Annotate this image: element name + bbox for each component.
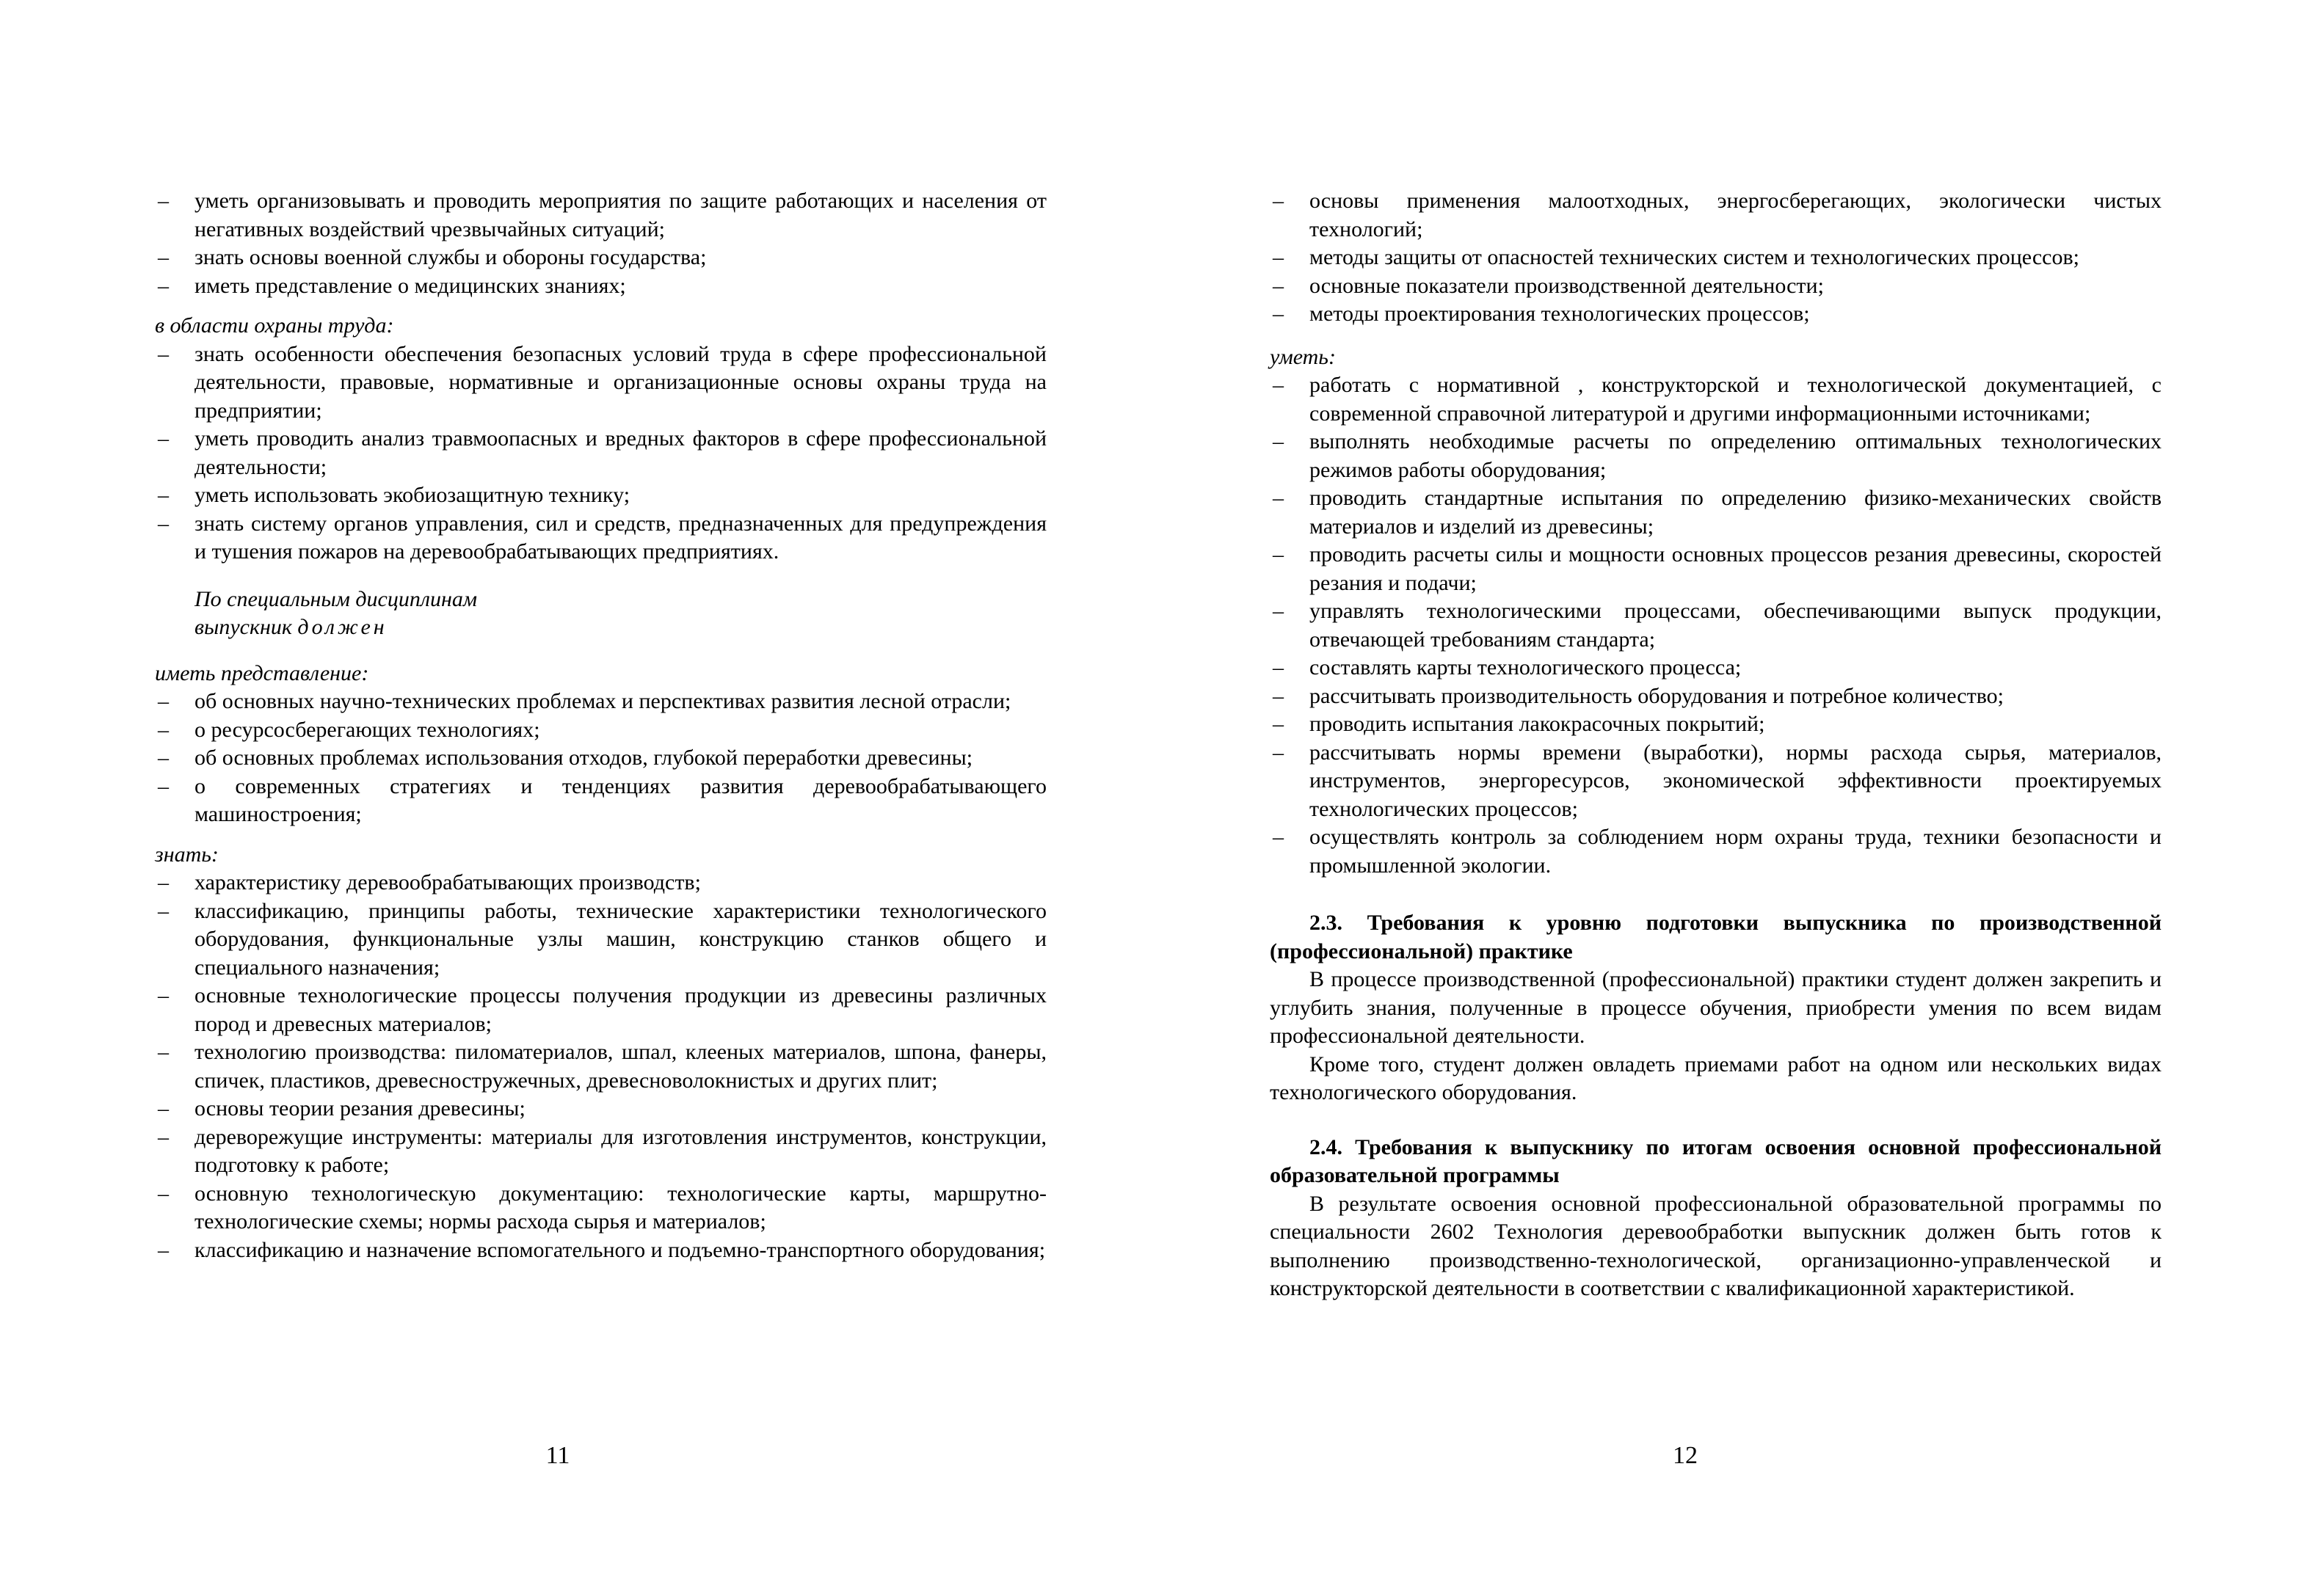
list-item: – о современных стратегиях и тенденциях развития деревообрабатывающего машиностроения; — [155, 773, 1047, 829]
list-item: – знать систему органов управления, сил и средств, предназначенных для предупреждения и тушения пожаров на деревообрабатывающих предприятиях. — [155, 510, 1047, 566]
list-item: – характеристику деревообрабатывающих производств; — [155, 869, 1047, 897]
list-item: – проводить испытания лакокрасочных покрытий; — [1270, 710, 2162, 739]
list-item: – методы защиты от опасностей технических систем и технологических процессов; — [1270, 244, 2162, 272]
section-label-able: уметь: — [1270, 344, 1336, 369]
list-item: – классификацию и назначение вспомогательного и подъемно-транспортного оборудования; — [155, 1236, 1047, 1265]
able-list — [1270, 371, 2162, 880]
labor-list — [155, 340, 1047, 566]
list-item: – об основных проблемах использования отходов, глубокой переработки древесины; — [155, 744, 1047, 773]
section-number: 2.4. — [1309, 1134, 1342, 1159]
idea-list — [155, 688, 1047, 829]
list-item: – проводить расчеты силы и мощности основных процессов резания древесины, скоростей резания и подачи; — [1270, 541, 2162, 597]
list-item: – методы проектирования технологических процессов; — [1270, 300, 2162, 329]
list-item: – дереворежущие инструменты: материалы для изготовления инструментов, конструкции, подготовку к работе; — [155, 1123, 1047, 1180]
know-list — [155, 869, 1047, 1264]
list-item: – основную технологическую документацию: технологические карты, маршрутно-технологические схемы; нормы расхода сырья и материалов; — [155, 1180, 1047, 1236]
intro-list — [155, 187, 1047, 300]
paragraph: В результате освоения основной профессиональной образовательной программы по специальности 2602 Технология деревообработки выпускник должен быть готов к выполнению производственно-технологической, организационно-управленческой и конструкторской деятельности в соответствии с квалификационной характеристикой. — [1270, 1191, 2162, 1300]
list-item: – составлять карты технологического процесса; — [1270, 654, 2162, 682]
section-number: 2.3. — [1309, 911, 1342, 935]
right-page — [1270, 187, 2162, 1303]
section-title: Требования к уровню подготовки выпускника по производственной (профессиональной) практике — [1270, 911, 2162, 963]
section-heading-2-3 — [1270, 909, 2162, 966]
list-item: – уметь использовать экобиозащитную технику; — [155, 481, 1047, 510]
list-item: – проводить стандартные испытания по определению физико-механических свойств материалов и изделий из древесины; — [1270, 484, 2162, 541]
section-heading-2-4 — [1270, 1134, 2162, 1190]
paragraph: В процессе производственной (профессиональной) практики студент должен закрепить и углубить знания, полученные в процессе обучения, приобрести умения по всем видам профессиональной деятельности. — [1270, 967, 2162, 1048]
heading-word-spaced: должен — [297, 615, 388, 639]
list-item: – о ресурсосберегающих технологиях; — [155, 716, 1047, 745]
list-item: – управлять технологическими процессами, обеспечивающими выпуск продукции, отвечающей требованиям стандарта; — [1270, 597, 2162, 654]
left-page — [155, 187, 1047, 1264]
section-title: Требования к выпускнику по итогам освоения основной профессиональной образовательной программы — [1270, 1134, 2162, 1187]
heading-line — [195, 613, 1047, 642]
page-number-right: 12 — [1673, 1442, 1698, 1469]
section-label-idea: иметь представление: — [155, 660, 369, 685]
section-label-know: знать: — [155, 842, 219, 867]
list-item: – основные показатели производственной деятельности; — [1270, 272, 2162, 301]
special-disciplines-heading — [195, 586, 1047, 642]
list-item: – основы теории резания древесины; — [155, 1095, 1047, 1123]
list-item: – рассчитывать производительность оборудования и потребное количество; — [1270, 682, 2162, 711]
list-item: – знать особенности обеспечения безопасных условий труда в сфере профессиональной деятельности, правовые, нормативные и организационные основы охраны труда на предприятии; — [155, 340, 1047, 426]
list-item: – осуществлять контроль за соблюдением норм охраны труда, техники безопасности и промышленной экологии. — [1270, 823, 2162, 880]
list-item: – основы применения малоотходных, энергосберегающих, экологически чистых технологий; — [1270, 187, 2162, 244]
list-item: – рассчитывать нормы времени (выработки), нормы расхода сырья, материалов, инструментов, энергоресурсов, экономической эффективности проектируемых технологических процессов; — [1270, 739, 2162, 824]
list-item: – иметь представление о медицинских знаниях; — [155, 272, 1047, 301]
section-label-labor: в области охраны труда: — [155, 313, 394, 338]
paragraph: Кроме того, студент должен овладеть приемами работ на одном или нескольких видах технологического оборудования. — [1270, 1052, 2162, 1104]
page-number-left: 11 — [545, 1442, 570, 1469]
list-item: – выполнять необходимые расчеты по определению оптимальных технологических режимов работы оборудования; — [1270, 428, 2162, 484]
heading-word: выпускник — [195, 615, 292, 639]
list-item: – уметь организовывать и проводить мероприятия по защите работающих и населения от негативных воздействий чрезвычайных ситуаций; — [155, 187, 1047, 244]
list-item: – основные технологические процессы получения продукции из древесины различных пород и древесных материалов; — [155, 982, 1047, 1038]
heading-line: По специальным дисциплинам — [195, 586, 477, 611]
know-list-continued — [1270, 187, 2162, 329]
list-item: – об основных научно-технических проблемах и перспективах развития лесной отрасли; — [155, 688, 1047, 716]
list-item: – работать с нормативной , конструкторской и технологической документацией, с современной справочной литературой и другими информационными источниками; — [1270, 371, 2162, 428]
list-item: – знать основы военной службы и обороны государства; — [155, 244, 1047, 272]
list-item: – классификацию, принципы работы, технические характеристики технологического оборудования, функциональные узлы машин, конструкцию станков общего и специального назначения; — [155, 897, 1047, 983]
list-item: – технологию производства: пиломатериалов, шпал, клееных материалов, шпона, фанеры, спичек, пластиков, древесностружечных, древесноволокнистых и других плит; — [155, 1038, 1047, 1095]
list-item: – уметь проводить анализ травмоопасных и вредных факторов в сфере профессиональной деятельности; — [155, 425, 1047, 481]
